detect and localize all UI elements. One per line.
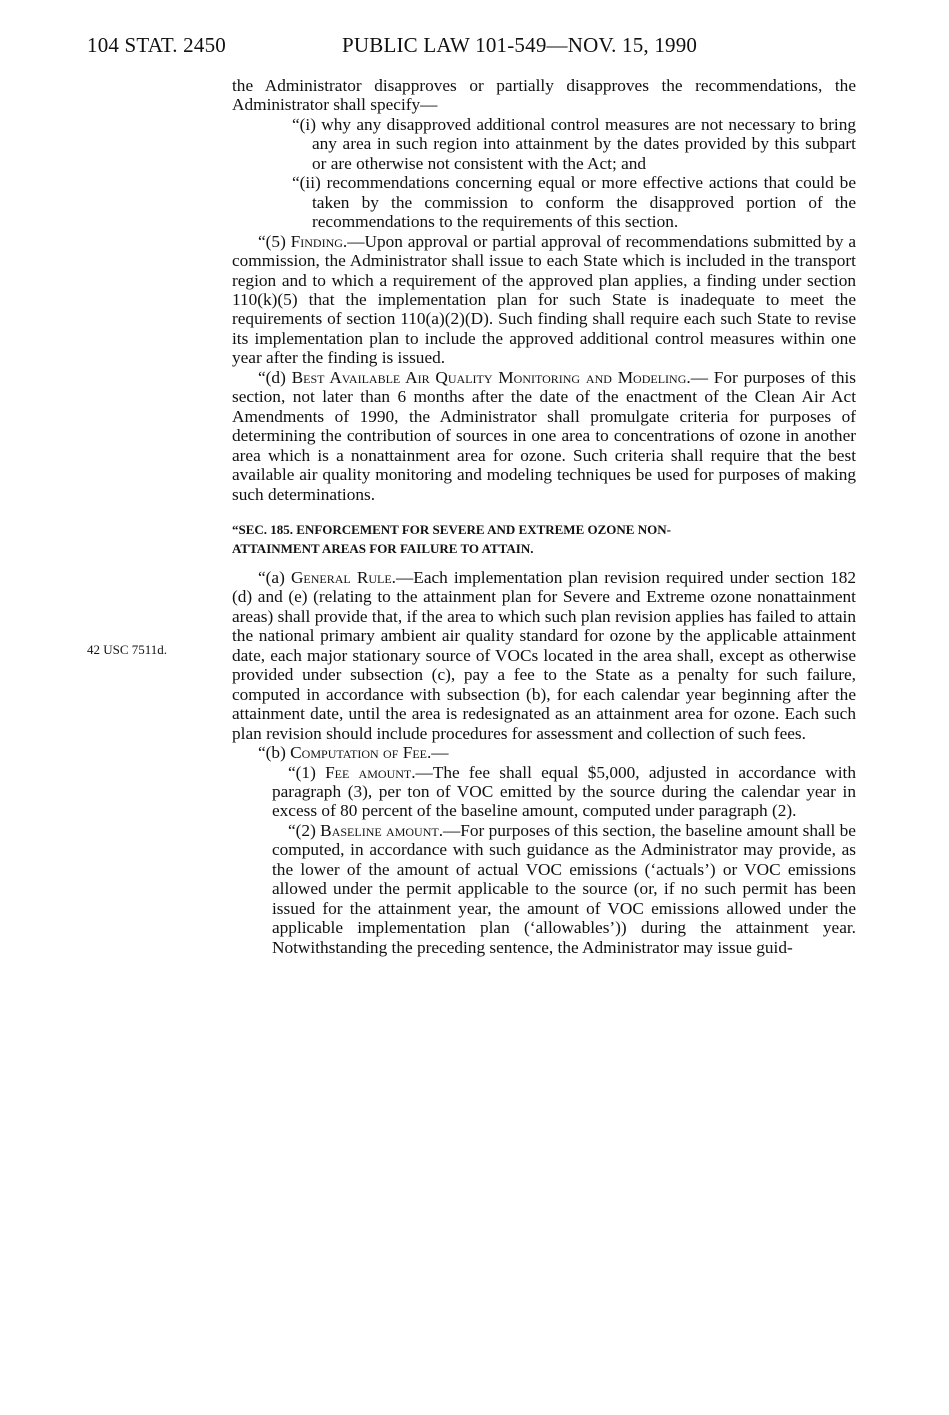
paragraph-computation-number: “(b) bbox=[258, 743, 291, 763]
paragraph-continuation: the Administrator disapproves or partially disapproves the recommendations, the Administrator shall specify— bbox=[232, 76, 856, 115]
margin-citation: 42 USC 7511d. bbox=[87, 642, 168, 657]
paragraph-finding-body: .—Upon approval or partial approval of recommendations submitted by a commission, the Administrator shall issue to each State which is included in the transport region and to which a requirement of the approved plan applies, a finding under section 110(k)(5) that the implementation plan for such State is inadequate to meet the requirements of section 110(a)(2)(D). Such finding shall require each such State to revise its implementation plan to include the approved additional control measures within one year after the finding is issued. bbox=[232, 231, 856, 368]
paragraph-general-rule-body: .—Each implementation plan revision required under section 182 (d) and (e) (relating to the attainment plan for Severe and Extreme ozone nonattainment areas) shall provide that, if the area to which such plan revision applies has failed to attain the national primary ambient air quality standard for ozone by the applicable attainment date, each major stationary source of VOCs located in the area shall, except as otherwise provided under subsection (c), pay a fee to the State as a penalty for such failure, computed in accordance with subsection (b), for each calendar year beginning after the attainment date, until the area is redesignated as an attainment area for ozone. Each such plan revision should include procedures for assessment and collection of such fees. bbox=[232, 567, 856, 743]
paragraph-baseline-amount-heading: Baseline amount bbox=[320, 820, 439, 840]
paragraph-computation bbox=[232, 743, 856, 762]
paragraph-monitoring-number: “(d) bbox=[258, 367, 292, 387]
paragraph-general-rule-number: “(a) bbox=[258, 567, 291, 587]
paragraph-baseline-amount-body: .—For purposes of this section, the baseline amount shall be computed, in accordance with such guidance as the Administrator may provide, as the lower of the amount of actual VOC emissions (‘actuals’) or VOC emissions allowed under the permit applicable to the source (or, if no such permit has been issued for the attainment year, the amount of VOC emissions allowed under the applicable implementation plan (‘allowables’)) during the attainment year. Notwithstanding the preceding sentence, the Administrator may issue guid- bbox=[272, 820, 856, 957]
section-heading-line-1: “SEC. 185. ENFORCEMENT FOR SEVERE AND EXTREME OZONE NON- bbox=[232, 521, 671, 537]
text-column bbox=[232, 76, 856, 957]
paragraph-fee-amount-number: “(1) bbox=[288, 762, 326, 782]
paragraph-general-rule-heading: General Rule bbox=[290, 567, 392, 587]
paragraph-computation-heading: Computation of Fee bbox=[290, 743, 427, 763]
running-title: PUBLIC LAW 101-549—NOV. 15, 1990 bbox=[342, 33, 698, 57]
paragraph-computation-body: .— bbox=[426, 743, 449, 763]
paragraph-fee-amount-heading: Fee amount bbox=[325, 762, 412, 782]
paragraph-monitoring-body: .— For purposes of this section, not later than 6 months after the date of the enactment of the Clean Air Act Amendments of 1990, the Administrator shall promulgate criteria for purposes of determining the contribution of sources in one area to concentrations of ozone in another area which is a nonattainment area for ozone. Such criteria shall require that the best available air quality monitoring and modeling techniques be used for purposes of making such determinations. bbox=[232, 367, 856, 504]
paragraph-fee-amount bbox=[232, 763, 856, 821]
paragraph-fee-amount-body: .—The fee shall equal $5,000, adjusted in accordance with paragraph (3), per ton of VOC emitted by the source during the calendar year in excess of 80 percent of the baseline amount, computed under paragraph (2). bbox=[272, 762, 856, 821]
section-heading bbox=[232, 520, 856, 558]
paragraph-general-rule bbox=[232, 568, 856, 743]
paragraph-clause-ii: “(ii) recommendations concerning equal or more effective actions that could be taken by the commission to conform the disapproved portion of the recommendations to the requirements of this section. bbox=[292, 173, 856, 232]
section-heading-line-2: ATTAINMENT AREAS FOR FAILURE TO ATTAIN. bbox=[232, 540, 534, 556]
paragraph-finding-number: “(5) bbox=[258, 231, 291, 251]
statute-page-number: 104 STAT. 2450 bbox=[87, 33, 226, 57]
paragraph-finding bbox=[232, 232, 856, 368]
paragraph-baseline-amount bbox=[232, 821, 856, 957]
paragraph-monitoring bbox=[232, 368, 856, 504]
paragraph-finding-heading: Finding bbox=[290, 231, 343, 251]
paragraph-baseline-amount-number: “(2) bbox=[288, 820, 321, 840]
paragraph-monitoring-heading: Best Available Air Quality Monitoring and Modeling bbox=[291, 367, 687, 387]
paragraph-clause-i: “(i) why any disapproved additional control measures are not necessary to bring any area in such region into attainment by the dates provided by this subpart or are otherwise not consistent with the Act; and bbox=[292, 114, 856, 173]
